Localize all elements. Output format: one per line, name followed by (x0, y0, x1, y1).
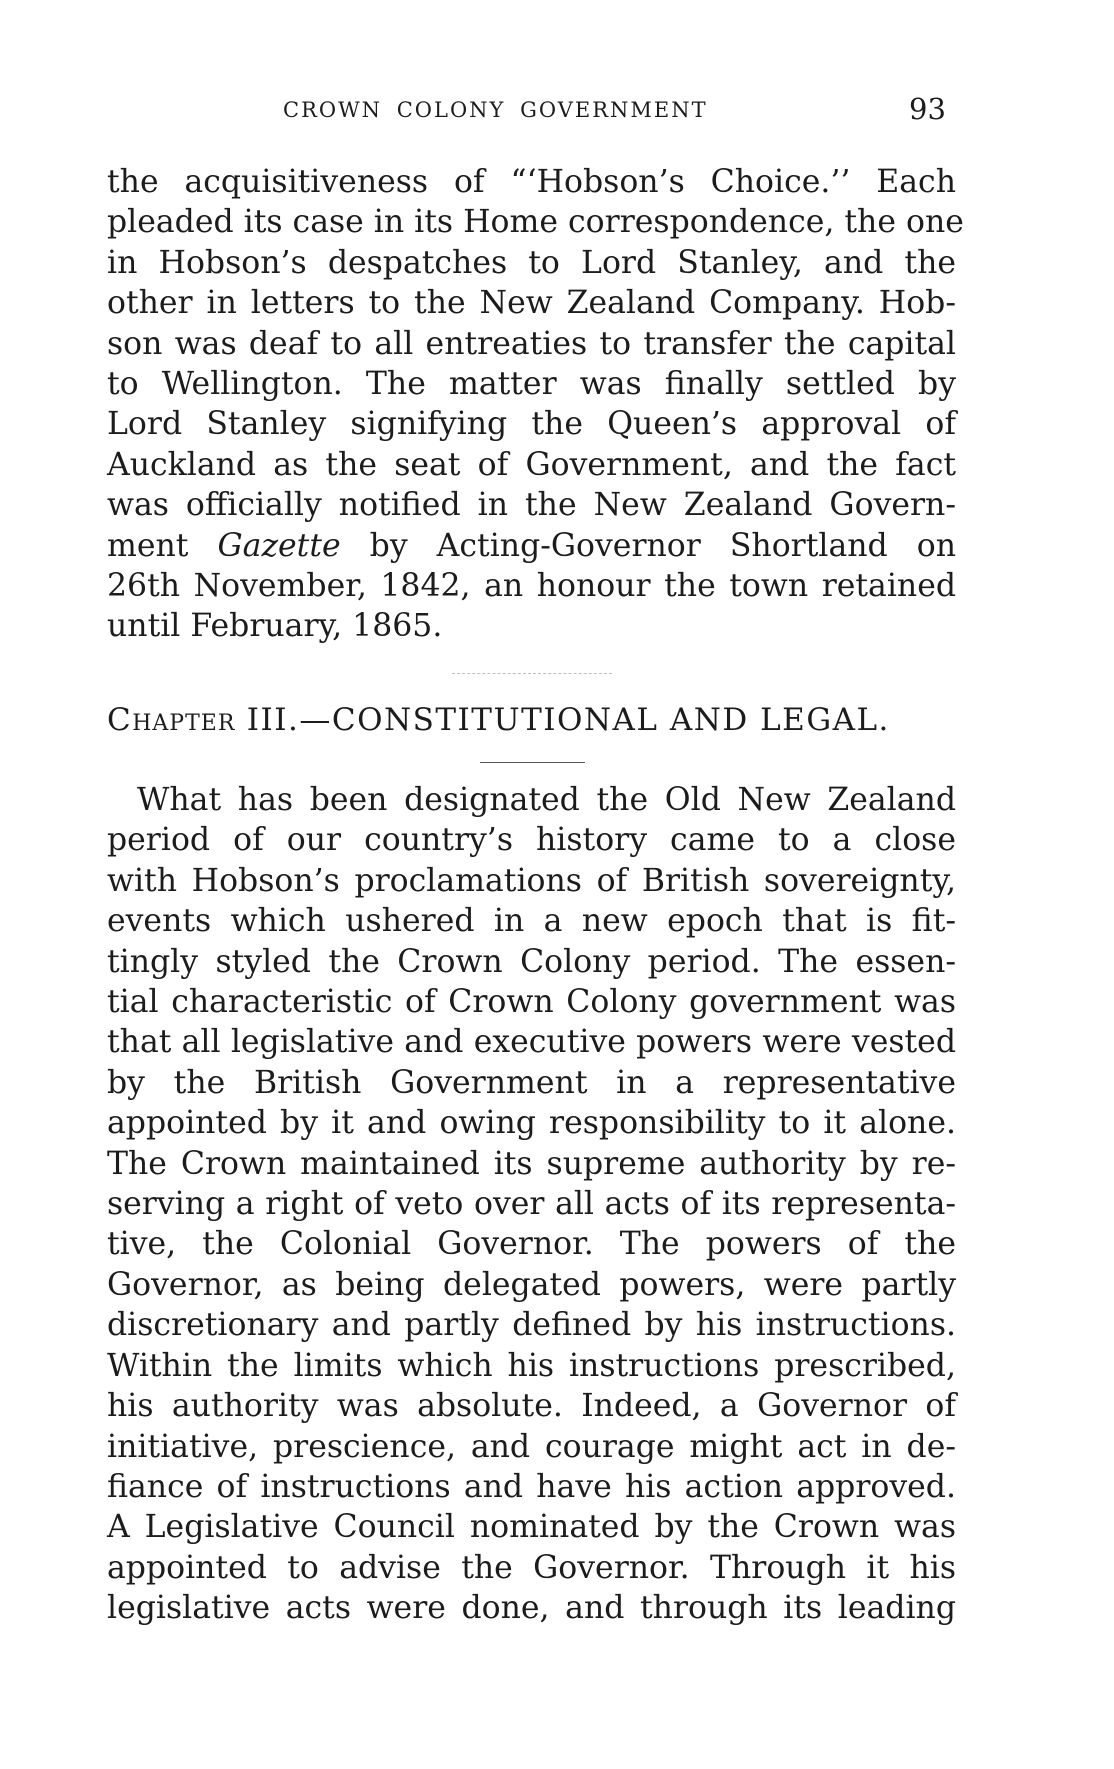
chapter-title: III.—CONSTITUTIONAL AND LEGAL. (235, 702, 890, 738)
text-line: events which ushered in a new epoch that is fit- (107, 903, 956, 940)
text-line: the acquisitiveness of “‘Hobson’s Choice.’’ Each (107, 164, 956, 200)
text-line: tial characteristic of Crown Colony government was (107, 984, 956, 1021)
section-divider (452, 673, 612, 674)
text-line: A Legislative Council nominated by the Crown was (107, 1509, 956, 1546)
text-line: pleaded its case in its Home correspondence, the one (107, 204, 964, 241)
paragraph-continued (107, 162, 964, 647)
text-line: to Wellington. The matter was finally settled by (107, 366, 956, 403)
chapter-heading (107, 702, 956, 738)
text-line: tingly styled the Crown Colony period. The essen- (107, 943, 956, 980)
gazette-italic: Gazette (217, 527, 341, 564)
text-line: other in letters to the New Zealand Company. Hob- (107, 285, 956, 322)
text-line: appointed to advise the Governor. Through it his (107, 1549, 956, 1586)
heading-rule (480, 762, 585, 763)
text-line: until February, 1865. (107, 608, 443, 645)
text-line: that all legislative and executive powers were vested (107, 1024, 956, 1061)
text-line: The Crown maintained its supreme authority by re- (107, 1145, 956, 1182)
text-line: his authority was absolute. Indeed, a Governor of (107, 1388, 956, 1425)
line-segment: ment (107, 527, 218, 564)
paragraph-chapter-opening (107, 780, 956, 1629)
text-line: Lord Stanley signifying the Queen’s approval of (107, 406, 956, 443)
text-line: tive, the Colonial Governor. The powers of the (107, 1226, 956, 1263)
text-line: period of our country’s history came to a close (107, 822, 956, 859)
text-line: Within the limits which his instructions prescribed, (107, 1347, 956, 1384)
chapter-initial: C (107, 702, 133, 738)
text-line: discretionary and partly defined by his instructions. (107, 1307, 956, 1344)
chapter-small-caps: HAPTER (132, 711, 236, 736)
text-line: serving a right of veto over all acts of its representa- (107, 1186, 956, 1223)
running-header (0, 92, 1114, 132)
text-line: fiance of instructions and have his action approved. (107, 1468, 956, 1505)
text-line: in Hobson’s despatches to Lord Stanley, and the (107, 244, 956, 281)
text-line: What has been designated the Old New Zealand (137, 782, 956, 818)
text-line: appointed by it and owing responsibility to it alone. (107, 1105, 956, 1142)
text-line-gazette (107, 526, 956, 566)
text-line: with Hobson’s proclamations of British sovereignty, (107, 862, 956, 899)
text-line: Auckland as the seat of Government, and the fact (107, 446, 956, 483)
text-line: Governor, as being delegated powers, were partly (107, 1266, 956, 1303)
text-line: was officially notified in the New Zealand Govern- (107, 487, 956, 524)
text-line: legislative acts were done, and through its leading (107, 1590, 956, 1627)
running-title: CROWN COLONY GOVERNMENT (283, 98, 708, 122)
text-line: son was deaf to all entreaties to transfer the capital (107, 325, 956, 362)
page-number: 93 (909, 92, 946, 126)
text-line: by the British Government in a representative (107, 1064, 956, 1101)
line-segment: by Acting-Governor Shortland on (340, 527, 956, 564)
text-line: 26th November, 1842, an honour the town retained (107, 568, 956, 605)
text-line: initiative, prescience, and courage might act in de- (107, 1428, 956, 1465)
